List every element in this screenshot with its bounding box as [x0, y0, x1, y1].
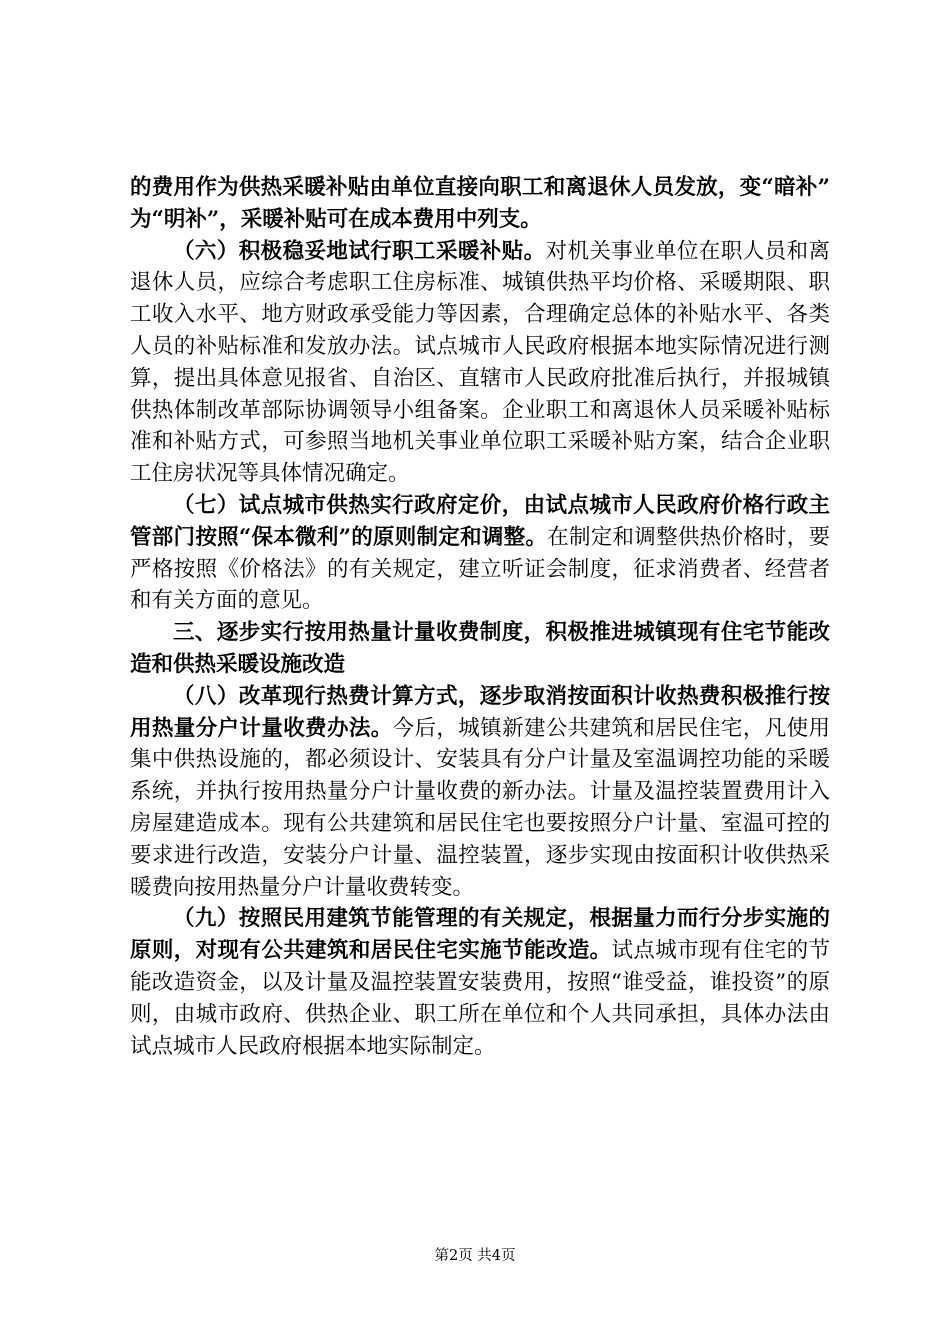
paragraph-heading-9: （九）按照民用建筑节能管理的有关规定，根据量力而行分步实施的原则，对现有公共建筑和居民住宅实施节能改造。 — [130, 906, 830, 964]
section-heading-text: 三、逐步实行按用热量计量收费制度，积极推进城镇现有住宅节能改造和供热采暖设施改造 — [130, 620, 830, 677]
paragraph-body-7: 在制定和调整供热价格时，要严格按照《价格法》的有关规定，建立听证会制度，征求消费者、经营者和有关方面的意见。 — [130, 524, 830, 614]
paragraph-body-9: 试点城市现有住宅的节能改造资金，以及计量及温控装置安装费用，按照“谁受益，谁投资”的原则，由城市政府、供热企业、职工所在单位和个人共同承担，具体办法由试点城市人民政府根据本地实际制定。 — [130, 938, 830, 1059]
paragraph-section-8 — [130, 681, 830, 904]
paragraph-section-7 — [130, 490, 830, 617]
paragraph-heading-8: （八）改革现行热费计算方式，逐步取消按面积计收热费积极推行按用热量分户计量收费办法。 — [130, 683, 830, 741]
paragraph-heading-6: （六）积极稳妥地试行职工采暖补贴。 — [173, 238, 546, 264]
paragraph-body-6: 对机关事业单位在职人员和离退休人员，应综合考虑职工住房标准、城镇供热平均价格、采暖期限、职工收入水平、地方财政承受能力等因素，合理确定总体的补贴水平、各类人员的补贴标准和发放办法。试点城市人民政府根据本地实际情况进行测算，提出具体意见报省、自治区、直辖市人民政府批准后执行，并报城镇供热体制改革部际协调领导小组备案。企业职工和离退休人员采暖补贴标准和补贴方式，可参照当地机关事业单位职工采暖补贴方案，结合企业职工住房状况等具体情况确定。 — [130, 238, 830, 487]
paragraph-section-9 — [130, 903, 830, 1062]
paragraph-bold-text: 的费用作为供热采暖补贴由单位直接向职工和离退休人员发放，变“暗补”为“明补”，采暖补贴可在成本费用中列支。 — [130, 175, 830, 232]
paragraph-body-8: 今后，城镇新建公共建筑和居民住宅，凡使用集中供热设施的，都必须设计、安装具有分户计量及室温调控功能的采暖系统，并执行按用热量分户计量收费的新办法。计量及温控装置费用计入房屋建造成本。现有公共建筑和居民住宅也要按照分户计量、室温可控的要求进行改造，安装分户计量、温控装置，逐步实现由按面积计收供热采暖费向按用热量分户计量收费转变。 — [130, 715, 830, 900]
document-body — [130, 172, 830, 1062]
page-number-footer: 第2页 共4页 — [434, 1248, 516, 1264]
paragraph-continuation — [130, 172, 830, 236]
section-heading-3 — [130, 617, 830, 681]
paragraph-heading-7: （七）试点城市供热实行政府定价，由试点城市人民政府价格行政主管部门按照“保本微利”的原则制定和调整。 — [130, 492, 830, 550]
paragraph-section-6 — [130, 236, 830, 490]
